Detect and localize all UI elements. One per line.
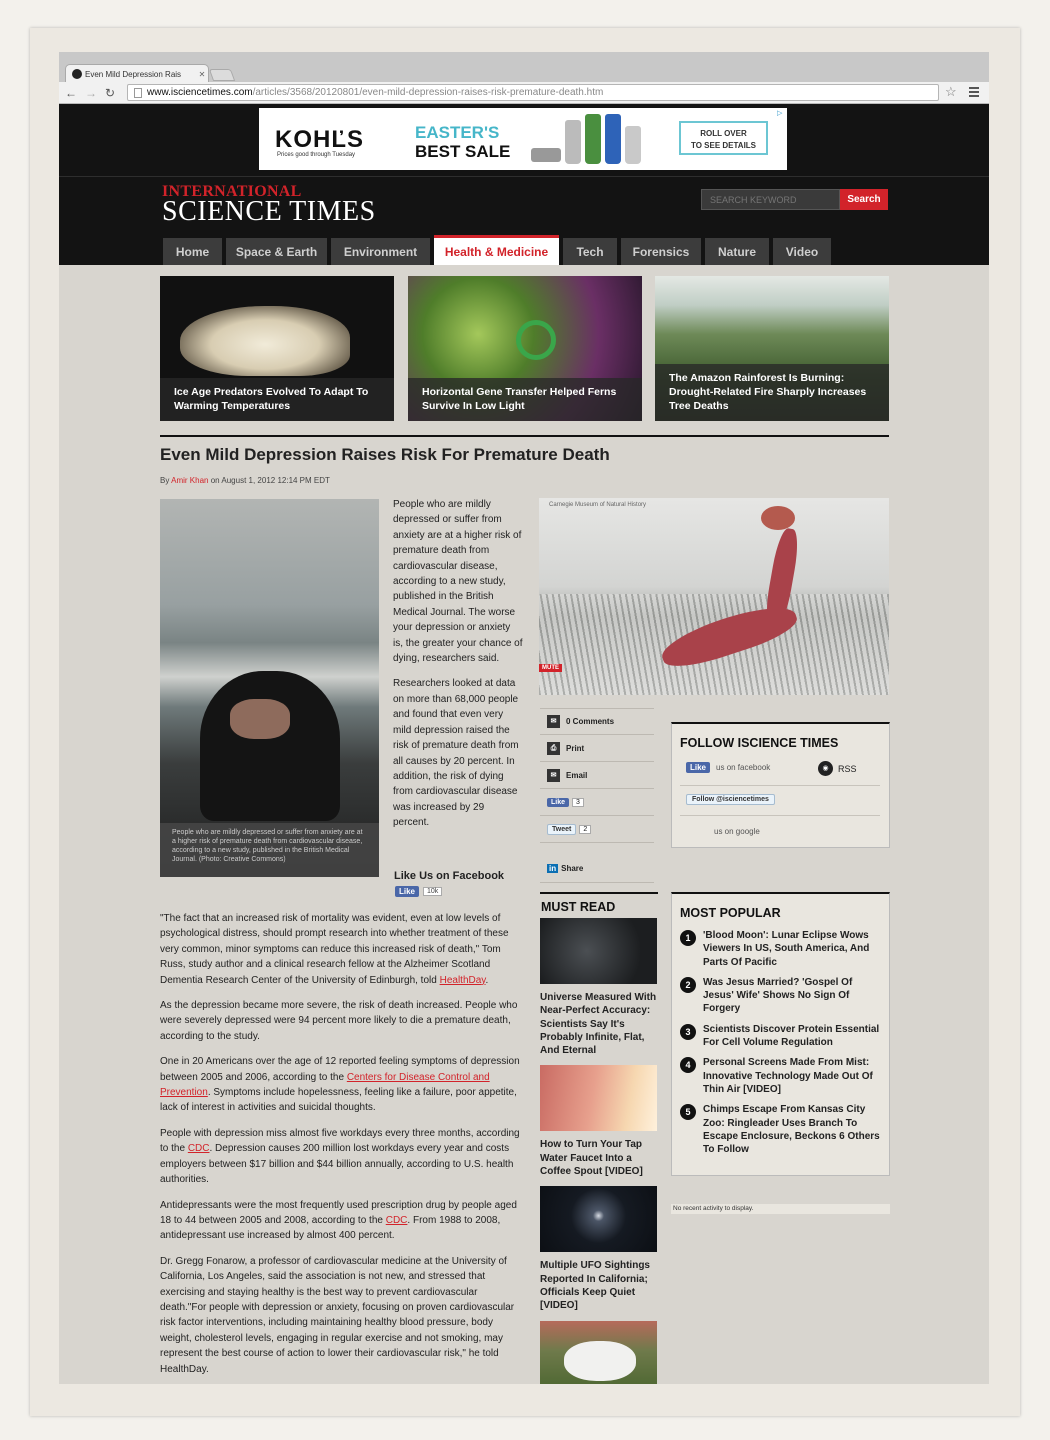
cdc-link-1[interactable]: CDC (187, 1143, 210, 1155)
url-text: www.isciencetimes.com/articles/3568/20120801/even-mild-depression-raises-risk-premature-death.htm (147, 87, 604, 98)
article-rule (160, 435, 889, 437)
tweet-button[interactable]: Tweet (547, 824, 576, 835)
page-icon (134, 88, 142, 98)
must-read-item[interactable] (540, 1321, 658, 1384)
must-read-item[interactable]: How to Turn Your Tap Water Faucet Into a Coffee Spout [VIDEO] (540, 1065, 658, 1178)
address-bar[interactable] (127, 84, 939, 101)
most-popular-list (680, 929, 885, 1163)
email-icon: ✉ (547, 769, 560, 782)
article-paragraph-5: One in 20 Americans over the age of 12 reported feeling symptoms of depression between 2005 and 2006, according to the Centers for Disease Control and Prevention. Symptoms include hopelessness, feeling like a failure, poor appetite, lack of interest in activities and suicidal thoughts. (160, 1056, 520, 1114)
featured-story-1[interactable] (160, 276, 394, 421)
fern-curl-image (516, 320, 556, 360)
most-popular-box (671, 892, 890, 1176)
must-read-item[interactable]: Multiple UFO Sightings Reported In California; Officials Keep Quiet [VIDEO] (540, 1186, 658, 1312)
logo-science-times[interactable]: SCIENCE TIMES (162, 196, 376, 227)
browser-toolbar (59, 82, 989, 104)
must-read-title: MUST READ (541, 900, 616, 914)
nav-home[interactable]: Home (163, 238, 222, 265)
ufo-thumbnail (540, 1186, 657, 1252)
print-icon: ⎙ (547, 742, 560, 755)
nav-space-earth[interactable]: Space & Earth (226, 238, 327, 265)
follow-divider-1 (680, 785, 880, 786)
universe-thumbnail (540, 918, 657, 984)
article-paragraph-4: As the depression became more severe, the risk of death increased. People who were severely depressed were 94 percent more likely to die a premature death, according to the study. (160, 1000, 518, 1042)
popular-item-1[interactable]: 1 'Blood Moon': Lunar Eclipse Wows Viewers In US, South America, And Parts Of Pacific (680, 929, 885, 969)
mute-button[interactable]: MUTE (539, 664, 562, 672)
article-paragraph-7: Antidepressants were the most frequently used prescription drug by people aged 18 to 44 between 2005 and 2008, according to the CDC. From 1988 to 2008, antidepressant use increased by almost 400 percent. (160, 1199, 517, 1242)
nav-video[interactable]: Video (773, 238, 831, 265)
follow-facebook-like-button[interactable]: Like (686, 762, 710, 773)
most-popular-title: MOST POPULAR (680, 906, 781, 920)
facebook-like-widget[interactable] (395, 886, 442, 897)
dog-thumbnail (540, 1321, 657, 1384)
google-follow-link[interactable]: us on google (714, 827, 760, 836)
follow-box (671, 722, 890, 848)
facebook-like-button[interactable]: Like (395, 886, 419, 897)
nav-tech[interactable]: Tech (563, 238, 617, 265)
video-player[interactable] (539, 498, 889, 695)
header-divider (59, 176, 989, 177)
tab-title: Even Mild Depression Rais (85, 69, 182, 79)
ad-headline: EASTER'S (415, 123, 500, 142)
article-body (160, 911, 525, 1384)
healthday-link[interactable]: HealthDay (439, 974, 486, 986)
comment-icon: ✉ (547, 715, 560, 728)
browser-tab[interactable] (65, 64, 209, 83)
video-credit: Carnegie Museum of Natural History (549, 502, 647, 508)
popular-item-5[interactable]: 5 Chimps Escape From Kansas City Zoo: Ringleader Uses Branch To Escape Enclosure, Beckons 6 Others To Follow (680, 1103, 885, 1156)
author-link[interactable]: Amir Khan (171, 476, 209, 485)
facebook-heading: Like Us on Facebook (394, 870, 505, 882)
must-read-section (540, 892, 658, 1384)
hands-shape (230, 699, 290, 739)
linkedin-icon: in (549, 864, 557, 873)
ad-brand-logo: KOHĽS (275, 126, 364, 153)
article-paragraph-8: Dr. Gregg Fonarow, a professor of cardiovascular medicine at the University of California, Los Angeles, said the association is not new, and stressed that exercising and staying healthy is the best way to prevent cardiovascular death."For people with depression or anxiety, focusing on proven cardiovascular risk factor interventions, including maintaining healthy blood pressure, body weight, cholesterol levels, engaging in regular exercise and not smoking, may represent the best course of action to lower their cardiovascular risk," he told HealthDay. (160, 1255, 515, 1375)
hero-caption: People who are mildly depressed or suffer from anxiety are at a higher risk of premature death from cardiovascular disease, according to a new study, published in the British Medical Journal. (Photo: Creative Commons) (160, 823, 379, 877)
page-content (59, 265, 989, 1384)
follow-title: FOLLOW ISCIENCE TIMES (680, 736, 839, 750)
search-button[interactable]: Search (840, 189, 888, 210)
rss-link[interactable]: ◉ RSS (818, 761, 857, 776)
distressed-man-figure (200, 671, 340, 821)
popular-item-2[interactable]: 2 Was Jesus Married? 'Gospel Of Jesus' Wife' Shows No Sign Of Forgery (680, 976, 885, 1016)
featured-story-2[interactable] (408, 276, 642, 421)
like-share[interactable] (540, 789, 654, 816)
dinosaur-head (761, 506, 795, 530)
site-header (59, 104, 989, 265)
bookmark-star-icon[interactable]: ☆ (945, 84, 957, 99)
featured-story-3[interactable] (655, 276, 889, 421)
article-intro-column (393, 497, 523, 841)
new-tab-button[interactable] (209, 69, 235, 81)
popular-item-4[interactable]: 4 Personal Screens Made From Mist: Innovative Technology Made Out Of Thin Air [VIDEO] (680, 1056, 885, 1096)
ad-brand-sub: Prices good through Tuesday (277, 152, 356, 158)
must-read-item[interactable]: Universe Measured With Near-Perfect Accuracy: Scientists Say It's Probably Infinite, Flat, And Eternal (540, 918, 658, 1057)
article-paragraph-2: Researchers looked at data on more than 68,000 people and found that even very mild depression raised the risk of premature death from all causes by 20 percent. In addition, the risk of dying from cardiovascular disease was increased by 29 percent. (393, 678, 519, 829)
article-title: Even Mild Depression Raises Risk For Premature Death (160, 445, 610, 464)
back-arrow-icon[interactable]: ← (65, 86, 77, 100)
main-nav (163, 235, 835, 265)
follow-divider-2 (680, 815, 880, 816)
popular-item-3[interactable]: 3 Scientists Discover Protein Essential For Cell Volume Regulation (680, 1023, 885, 1050)
tweet-count: 2 (579, 825, 591, 834)
nav-environment[interactable]: Environment (331, 238, 430, 265)
share-panel (540, 708, 654, 883)
linkedin-share[interactable]: in Share (540, 843, 654, 883)
close-tab-icon[interactable]: ✕ (198, 69, 206, 79)
featured-caption-2: Horizontal Gene Transfer Helped Ferns Survive In Low Light (408, 378, 642, 421)
reload-icon[interactable]: ↻ (105, 86, 116, 100)
print-link[interactable]: ⎙ Print (540, 735, 654, 762)
twitter-follow-button[interactable]: Follow @isciencetimes (686, 794, 775, 805)
browser-window (59, 52, 989, 1384)
tab-strip (59, 52, 989, 82)
ad-choices-icon[interactable]: ▷ (777, 110, 783, 117)
rss-icon: ◉ (818, 761, 833, 776)
forward-arrow-icon[interactable]: → (85, 86, 97, 100)
tweet-share[interactable] (540, 816, 654, 843)
article-paragraph-3: "The fact that an increased risk of mortality was evident, even at low levels of psychological distress, should prompt research into whether treatment of these very common, minor symptoms can reduce this increased risk of death," Tom Russ, study author and a clinical research fellow at the Alzheimer Scotland Dementia Research Center of the University of Edinburgh, told HealthDay. (160, 913, 509, 986)
search-input[interactable] (701, 189, 840, 210)
nav-health-medicine[interactable]: Health & Medicine (434, 235, 559, 265)
ad-headline-2: BEST SALE (415, 142, 511, 161)
site-favicon-icon (72, 69, 82, 79)
nav-nature[interactable]: Nature (705, 238, 769, 265)
featured-caption-1: Ice Age Predators Evolved To Adapt To Warming Temperatures (160, 378, 394, 421)
email-link[interactable]: ✉ Email (540, 762, 654, 789)
menu-icon[interactable] (969, 87, 979, 99)
faucet-thumbnail (540, 1065, 657, 1131)
article-hero-image (160, 499, 379, 877)
like-button[interactable]: Like (547, 798, 569, 807)
featured-caption-3: The Amazon Rainforest Is Burning: Drought-Related Fire Sharply Increases Tree Deaths (655, 364, 889, 421)
facebook-like-count: 10k (423, 887, 442, 896)
article-paragraph-6: People with depression miss almost five workdays every three months, according to the CDC. Depression causes 200 million lost workdays every year and costs employers between $17 billion and $44 billion annually, according to U.S. health authorities. (160, 1127, 520, 1186)
follow-facebook[interactable]: Like us on facebook (686, 762, 770, 773)
cdc-link-2[interactable]: CDC (385, 1214, 408, 1226)
ad-details-button[interactable]: ROLL OVER TO SEE DETAILS (679, 121, 768, 155)
recent-activity: No recent activity to display. (671, 1204, 890, 1214)
blender-product-image (529, 112, 649, 168)
kohls-ad-banner[interactable] (259, 108, 787, 170)
logo-international[interactable]: INTERNATIONAL (162, 183, 302, 200)
nav-forensics[interactable]: Forensics (621, 238, 701, 265)
skull-image (180, 306, 350, 376)
cdc-full-link[interactable]: Centers for Disease Control and Prevention (160, 1071, 490, 1099)
like-count: 3 (572, 798, 584, 807)
byline: By Amir Khan on August 1, 2012 12:14 PM EDT (160, 476, 330, 485)
article-paragraph-1: People who are mildly depressed or suffer from anxiety are at a higher risk of premature death from cardiovascular disease, according to a new study, published in the British Medical Journal. The worse your depression or anxiety is, the greater your chance of dying, researchers said. (393, 499, 523, 665)
comments-link[interactable]: ✉ 0 Comments (540, 708, 654, 735)
